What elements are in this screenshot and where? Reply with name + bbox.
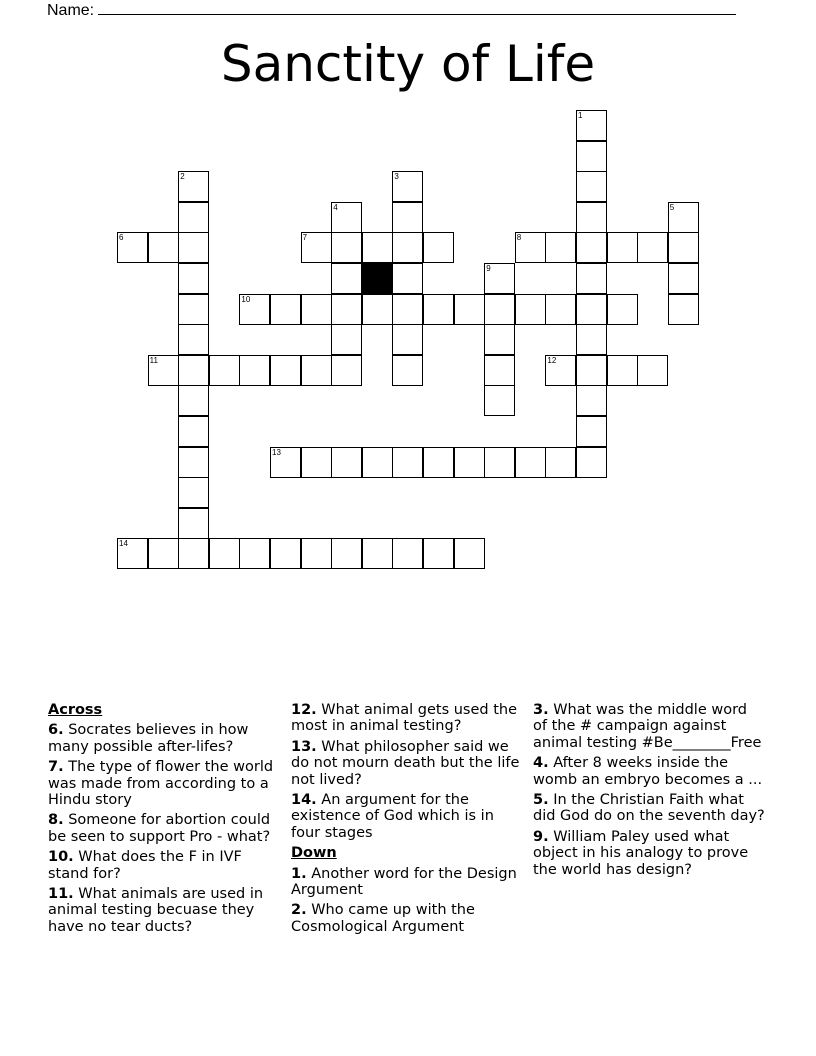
grid-cell[interactable] [484,447,515,478]
grid-cell[interactable] [576,110,607,141]
grid-cell[interactable] [484,355,515,386]
grid-cell[interactable] [607,294,638,325]
down-clue-1: 1. Another word for the Design Argument [291,865,517,899]
grid-cell[interactable] [301,538,332,569]
grid-cell[interactable] [545,294,576,325]
grid-cell[interactable] [576,202,607,233]
grid-cell[interactable] [331,447,362,478]
across-clue-7: 7. The type of flower the world was made from according to a Hindu story [48,759,274,809]
grid-cell[interactable] [576,416,607,447]
grid-cell[interactable] [301,447,332,478]
grid-clue-number: 12 [547,355,557,365]
grid-cell[interactable] [148,355,179,386]
grid-cell[interactable] [392,202,423,233]
grid-clue-number: 8 [516,233,522,243]
grid-cell[interactable] [148,232,179,263]
grid-clue-number: 14 [119,539,128,549]
grid-cell[interactable] [178,538,209,569]
grid-cell[interactable] [392,263,423,294]
grid-cell[interactable] [178,324,209,355]
grid-cell[interactable] [484,385,515,416]
grid-cell[interactable] [148,538,179,569]
across-clue-6: 6. Socrates believes in how many possible after-lifes? [48,722,249,755]
grid-cell[interactable] [362,294,393,325]
across-heading: Across [48,702,103,718]
grid-cell[interactable] [576,294,607,325]
across-clue-14: 14. An argument for the existence of God which is in four stages [291,792,494,841]
grid-cell[interactable] [454,538,485,569]
grid-cell[interactable] [454,447,485,478]
grid-cell[interactable] [576,263,607,294]
grid-cell[interactable] [576,447,607,478]
grid-cell[interactable] [668,263,699,294]
grid-cell[interactable] [576,324,607,355]
grid-cell[interactable] [392,355,423,386]
grid-cell[interactable] [484,263,515,294]
across-clue-12: 12. What animal gets used the most in animal testing? [291,702,518,735]
down-clue-2: 2. Who came up with the Cosmological Argument [291,902,475,935]
grid-clue-number: 9 [486,264,491,273]
grid-cell[interactable] [301,355,332,386]
grid-cell[interactable] [515,447,546,478]
grid-clue-number: 4 [333,202,338,212]
grid-cell[interactable] [607,355,638,386]
grid-cell[interactable] [423,447,454,478]
grid-cell[interactable] [423,538,454,569]
grid-cell[interactable] [454,294,485,325]
grid-cell[interactable] [423,294,454,325]
grid-cell[interactable] [270,447,301,478]
clues-column-3 [533,702,765,882]
grid-clue-number: 6 [119,233,124,243]
grid-cell[interactable] [362,447,393,478]
grid-cell[interactable] [209,538,240,569]
puzzle-title: Sanctity of Life [220,35,596,93]
grid-cell[interactable] [576,141,607,172]
grid-clue-number: 7 [302,233,308,243]
grid-cell[interactable] [545,232,576,263]
name-label: Name: [47,2,95,19]
grid-clue-number: 11 [149,355,158,365]
grid-clue-number: 1 [578,111,583,120]
grid-cell[interactable] [576,232,607,263]
grid-cell[interactable] [392,324,423,355]
grid-clue-number: 13 [272,447,281,457]
grid-cell[interactable] [178,447,209,478]
grid-cell[interactable] [301,232,332,263]
grid-cell[interactable] [392,447,423,478]
grid-cell[interactable] [576,355,607,386]
grid-cell[interactable] [178,416,209,447]
down-clue-9: 9. William Paley used what object in his analogy to prove the world has design? [533,828,749,878]
grid-cell[interactable] [178,263,209,294]
across-clue-11: 11. What animals are used in animal testing becuase they have no tear ducts? [48,886,264,935]
grid-cell[interactable] [178,508,209,539]
grid-cell[interactable] [178,477,209,508]
grid-cell[interactable] [668,294,699,325]
across-clue-13: 13. What philosopher said we do not mourn death but the life not lived? [291,738,520,788]
grid-cell[interactable] [484,324,515,355]
grid-cell[interactable] [117,538,148,569]
grid-cell[interactable] [331,538,362,569]
down-clue-5: 5. In the Christian Faith what did God do on the seventh day? [533,792,765,825]
down-clue-4: 4. After 8 weeks inside the womb an embryo becomes a ... [533,755,763,788]
grid-cell[interactable] [637,355,668,386]
grid-cell[interactable] [637,232,668,263]
grid-clue-number: 2 [180,172,185,182]
grid-cell[interactable] [178,202,209,233]
down-clue-3: 3. What was the middle word of the # campaign against animal testing #Be________Free [533,702,762,751]
grid-cell[interactable] [270,294,301,325]
grid-cell[interactable] [576,385,607,416]
grid-cell[interactable] [178,355,209,386]
grid-cell[interactable] [239,294,270,325]
grid-cell[interactable] [484,294,515,325]
grid-cell[interactable] [576,171,607,202]
grid-cell[interactable] [331,232,362,263]
grid-cell[interactable] [668,232,699,263]
clues-column-1 [48,702,280,939]
grid-cell[interactable] [362,538,393,569]
grid-cell[interactable] [392,294,423,325]
grid-cell[interactable] [117,232,148,263]
grid-cell[interactable] [545,447,576,478]
grid-clue-number: 5 [669,202,675,212]
grid-cell[interactable] [668,202,699,233]
down-heading: Down [291,845,337,862]
grid-cell[interactable] [270,538,301,569]
grid-cell[interactable] [178,294,209,325]
grid-cell[interactable] [545,355,576,386]
grid-cell[interactable] [209,355,240,386]
grid-cell[interactable] [301,294,332,325]
grid-cell[interactable] [515,294,546,325]
grid-clue-number: 10 [241,294,251,304]
clues-column-2 [291,702,523,939]
grid-cell[interactable] [331,355,362,386]
grid-cell[interactable] [270,355,301,386]
grid-cell[interactable] [607,232,638,263]
grid-cell[interactable] [392,171,423,202]
grid-cell[interactable] [239,355,270,386]
grid-cell[interactable] [423,232,454,263]
grid-cell[interactable] [392,538,423,569]
across-clue-10: 10. What does the F in IVF stand for? [48,849,242,882]
grid-cell[interactable] [331,324,362,355]
across-clue-8: 8. Someone for abortion could be seen to support Pro - what? [48,812,271,845]
grid-cell[interactable] [362,232,393,263]
grid-cell[interactable] [515,232,546,263]
grid-cell[interactable] [178,232,209,263]
grid-cell[interactable] [331,294,362,325]
grid-cell[interactable] [178,171,209,202]
grid-cell[interactable] [392,232,423,263]
grid-cell[interactable] [331,263,362,294]
grid-black-square [362,263,393,294]
grid-cell[interactable] [239,538,270,569]
grid-cell[interactable] [178,385,209,416]
grid-cell[interactable] [331,202,362,233]
grid-clue-number: 3 [394,172,399,182]
